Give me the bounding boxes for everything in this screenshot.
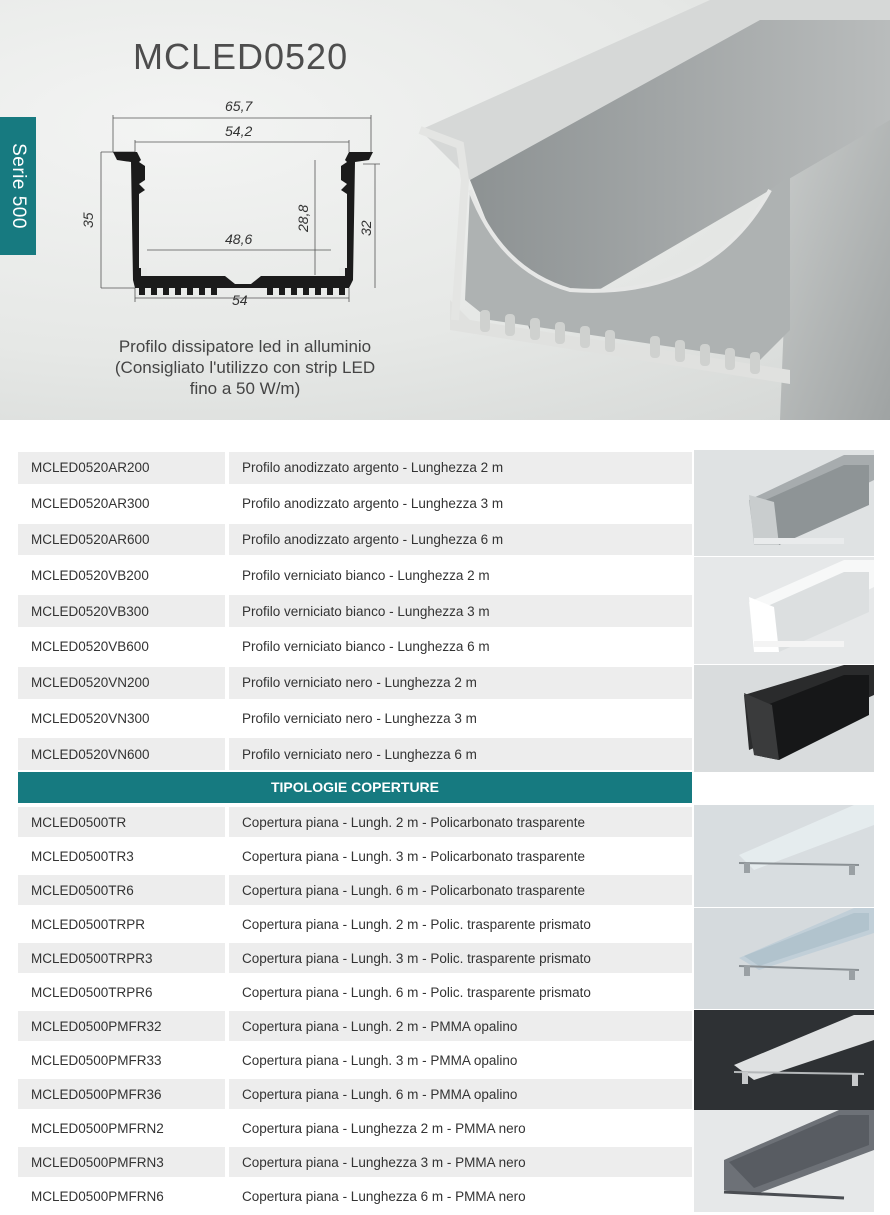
dim-inner-base-width: 48,6 bbox=[225, 231, 253, 247]
row-description: Copertura piana - Lunghezza 3 m - PMMA nero bbox=[229, 1147, 692, 1177]
row-code: MCLED0500TRPR bbox=[31, 916, 146, 932]
table-row bbox=[18, 975, 692, 1009]
description-line: (Consigliato l'utilizzo con strip LED bbox=[114, 358, 376, 377]
table-row bbox=[18, 907, 692, 941]
row-code: MCLED0500TRPR6 bbox=[31, 984, 153, 1000]
table-row bbox=[18, 450, 692, 486]
table-row bbox=[18, 1077, 692, 1111]
thumb-cover-opal bbox=[694, 1010, 874, 1110]
product-description bbox=[70, 336, 420, 399]
row-code: MCLED0520VN600 bbox=[18, 738, 225, 770]
row-code: MCLED0520AR200 bbox=[18, 452, 225, 484]
table-row bbox=[18, 1111, 692, 1145]
header-description: DESCRIZIONE ARTICOLO bbox=[230, 422, 692, 450]
thumb-cover-black bbox=[694, 1110, 874, 1212]
row-code: MCLED0520AR300 bbox=[31, 496, 150, 512]
dim-base-width: 54 bbox=[232, 292, 248, 308]
thumb-cover-transparent bbox=[694, 805, 874, 907]
table-row bbox=[18, 1043, 692, 1077]
row-code: MCLED0520VN200 bbox=[18, 667, 225, 699]
dim-height-left: 35 bbox=[80, 212, 96, 228]
row-description: Profilo verniciato nero - Lunghezza 2 m bbox=[229, 667, 692, 699]
row-description: Copertura piana - Lungh. 3 m - Polic. trasparente prismato bbox=[229, 943, 692, 973]
row-code: MCLED0500TR6 bbox=[18, 875, 225, 905]
dim-inner-height: 28,8 bbox=[295, 204, 311, 232]
model-title: MCLED0520 bbox=[133, 36, 349, 77]
row-code: MCLED0500TR bbox=[18, 807, 225, 837]
row-description: Profilo anodizzato argento - Lunghezza 6 m bbox=[229, 524, 692, 556]
row-code: MCLED0520VB200 bbox=[31, 567, 149, 583]
row-code: MCLED0520VB600 bbox=[31, 639, 149, 655]
row-code: MCLED0500PMFR36 bbox=[18, 1079, 225, 1109]
table-row bbox=[18, 736, 692, 772]
description-line: Profilo dissipatore led in alluminio bbox=[118, 337, 372, 356]
table-row bbox=[18, 486, 692, 522]
covers-table bbox=[18, 805, 692, 1213]
row-code: MCLED0500PMFR32 bbox=[18, 1011, 225, 1041]
row-description: Copertura piana - Lungh. 6 m - Policarbonato trasparente bbox=[229, 875, 692, 905]
table-row bbox=[18, 941, 692, 975]
thumb-cover-prismatic bbox=[694, 908, 874, 1009]
row-code: MCLED0500PMFR33 bbox=[31, 1052, 162, 1068]
profile-table bbox=[18, 450, 692, 772]
row-description: Profilo anodizzato argento - Lunghezza 3 m bbox=[242, 496, 504, 512]
row-code: MCLED0500PMFRN3 bbox=[18, 1147, 225, 1177]
row-code: MCLED0520VN300 bbox=[31, 710, 150, 726]
row-description: Profilo verniciato bianco - Lunghezza 2 m bbox=[242, 567, 490, 583]
table-row bbox=[18, 839, 692, 873]
row-description: Copertura piana - Lungh. 3 m - Policarbonato trasparente bbox=[242, 848, 585, 864]
row-description: Copertura piana - Lungh. 2 m - Policarbonato trasparente bbox=[229, 807, 692, 837]
profile-render-image bbox=[410, 0, 890, 420]
row-description: Profilo verniciato nero - Lunghezza 6 m bbox=[229, 738, 692, 770]
table-row bbox=[18, 1009, 692, 1043]
hero-section bbox=[0, 0, 890, 420]
row-description: Copertura piana - Lungh. 6 m - Polic. trasparente prismato bbox=[242, 984, 591, 1000]
table-row bbox=[18, 1179, 692, 1213]
row-code: MCLED0500PMFRN6 bbox=[31, 1188, 164, 1204]
row-description: Copertura piana - Lunghezza 2 m - PMMA nero bbox=[242, 1120, 526, 1136]
row-code: MCLED0500TR3 bbox=[31, 848, 134, 864]
dim-inner-top-width: 54,2 bbox=[225, 123, 253, 139]
row-description: Copertura piana - Lungh. 2 m - PMMA opalino bbox=[229, 1011, 692, 1041]
row-description: Copertura piana - Lungh. 2 m - Polic. trasparente prismato bbox=[242, 916, 591, 932]
row-code: MCLED0520AR600 bbox=[18, 524, 225, 556]
table-row bbox=[18, 522, 692, 558]
row-code: MCLED0500TRPR3 bbox=[18, 943, 225, 973]
row-code: MCLED0520VB300 bbox=[18, 595, 225, 627]
row-description: Profilo verniciato nero - Lunghezza 3 m bbox=[242, 710, 477, 726]
row-description: Profilo verniciato bianco - Lunghezza 3 m bbox=[229, 595, 692, 627]
series-tab bbox=[0, 117, 36, 255]
header-code: CODICE bbox=[31, 428, 86, 444]
table-row bbox=[18, 701, 692, 737]
description-line: fino a 50 W/m) bbox=[189, 379, 301, 398]
series-label: Serie 500 bbox=[8, 143, 29, 229]
row-code: MCLED0500PMFRN2 bbox=[31, 1120, 164, 1136]
dim-height-right: 32 bbox=[358, 220, 374, 236]
row-description: Copertura piana - Lungh. 6 m - PMMA opalino bbox=[229, 1079, 692, 1109]
table-row bbox=[18, 593, 692, 629]
thumb-profile-black bbox=[694, 665, 874, 772]
table-row bbox=[18, 557, 692, 593]
table-row bbox=[18, 665, 692, 701]
row-description: Copertura piana - Lungh. 3 m - PMMA opalino bbox=[242, 1052, 518, 1068]
thumb-profile-white bbox=[694, 557, 874, 664]
thumb-profile-silver bbox=[694, 450, 874, 556]
dim-outer-width: 65,7 bbox=[225, 98, 253, 114]
covers-header: TIPOLOGIE COPERTURE bbox=[18, 772, 692, 803]
table-row bbox=[18, 629, 692, 665]
row-description: Copertura piana - Lunghezza 6 m - PMMA nero bbox=[242, 1188, 526, 1204]
table-row bbox=[18, 873, 692, 907]
row-description: Profilo verniciato bianco - Lunghezza 6 m bbox=[242, 639, 490, 655]
table-row bbox=[18, 1145, 692, 1179]
technical-drawing bbox=[75, 90, 395, 320]
table-row bbox=[18, 805, 692, 839]
row-description: Profilo anodizzato argento - Lunghezza 2 m bbox=[229, 452, 692, 484]
